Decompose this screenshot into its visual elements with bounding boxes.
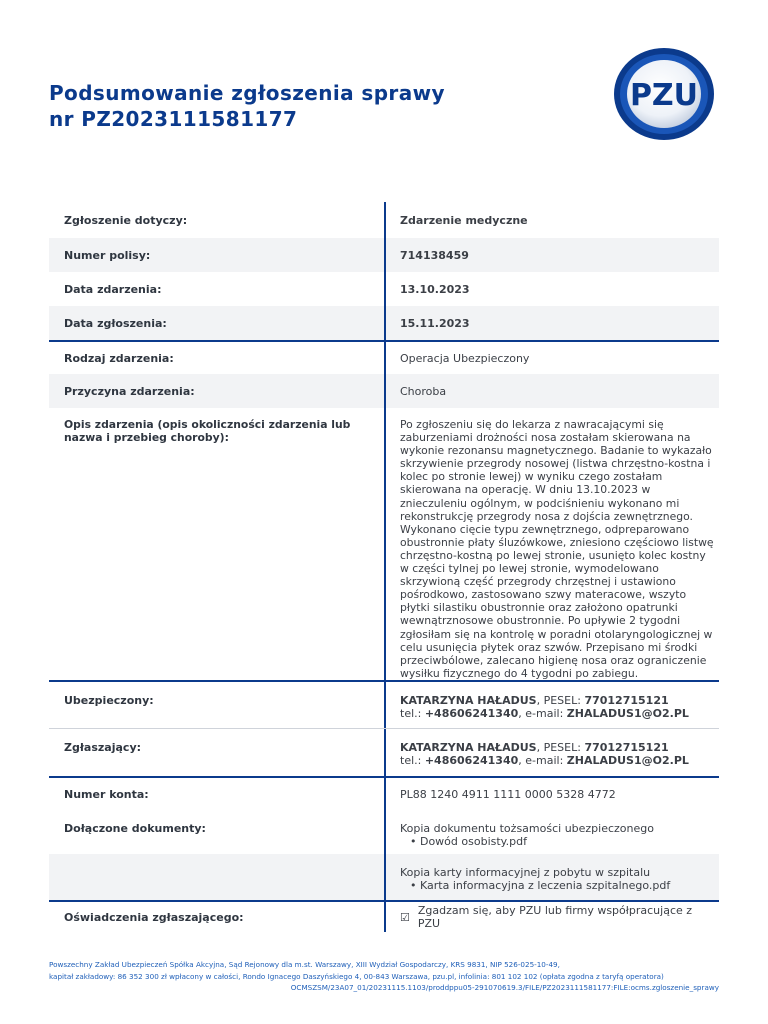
row-zglaszajacy: [49, 728, 719, 776]
contact-line: [400, 707, 715, 720]
row-value: [384, 902, 719, 932]
email-label: , e-mail:: [518, 707, 567, 720]
pesel-label: , PESEL:: [536, 741, 585, 754]
pzu-logo: [613, 47, 715, 141]
document-entry: [384, 854, 719, 900]
row-label: Numer konta:: [64, 787, 149, 801]
row-label: Data zdarzenia:: [64, 282, 162, 296]
document-file: • Dowód osobisty.pdf: [410, 835, 527, 848]
row-label: Oświadczenia zgłaszającego:: [64, 910, 244, 924]
pesel-label: , PESEL:: [536, 694, 585, 707]
footer: [49, 959, 719, 994]
row-label: Data zgłoszenia:: [64, 316, 167, 330]
row-value: 13.10.2023: [384, 272, 719, 306]
footer-line-1: Powszechny Zakład Ubezpieczeń Spółka Akcyjna, Sąd Rejonowy dla m.st. Warszawy, XIII Wydział Gospodarczy, KRS 9831, NIP 526-025-10-49,: [49, 960, 560, 969]
document-entry: [384, 810, 719, 854]
document-title: Kopia dokumentu tożsamości ubezpieczonego: [400, 822, 654, 835]
checkbox-checked-icon: ☑: [400, 910, 410, 924]
tel-label: tel.:: [400, 707, 425, 720]
pesel-value: 77012715121: [584, 694, 669, 707]
row-ubezpieczony: [49, 680, 719, 728]
title-line-2: nr PZ2023111581177: [49, 107, 298, 131]
row-value: [384, 682, 719, 728]
row-data-zdarzenia: [49, 272, 719, 306]
person-name: KATARZYNA HAŁADUS: [400, 694, 537, 707]
logo-text: PZU: [629, 78, 699, 113]
row-label: Przyczyna zdarzenia:: [64, 384, 195, 398]
row-label: Dołączone dokumenty:: [64, 822, 206, 835]
page-title: [49, 80, 569, 132]
footer-doc-id: OCMSZSM/23A07_01/20231115.1103/proddppu05-291070619.3/FILE/PZ2023111581177:FILE:ocms.zgloszenie_sprawy: [290, 983, 719, 992]
row-label: Rodzaj zdarzenia:: [64, 351, 174, 365]
row-zgloszenie-dotyczy: [49, 202, 719, 238]
row-value: 15.11.2023: [384, 306, 719, 340]
row-rodzaj-zdarzenia: [49, 340, 719, 374]
row-value: PL88 1240 4911 1111 0000 5328 4772: [384, 778, 719, 810]
tel-label: tel.:: [400, 754, 425, 767]
row-label: Ubezpieczony:: [64, 694, 154, 707]
row-label: Opis zdarzenia (opis okoliczności zdarzenia lub nazwa i przebieg choroby):: [64, 418, 351, 445]
pesel-value: 77012715121: [584, 741, 669, 754]
row-data-zgloszenia: [49, 306, 719, 340]
email-value: ZHALADUS1@O2.PL: [566, 754, 689, 767]
person-line: [400, 694, 715, 707]
row-opis-zdarzenia: [49, 408, 719, 680]
row-oswiadczenia: [49, 900, 719, 932]
row-value: Operacja Ubezpieczony: [384, 342, 719, 374]
row-label: Numer polisy:: [64, 248, 151, 262]
tel-value: +48606241340: [424, 707, 519, 720]
row-label: Zgłoszenie dotyczy:: [64, 213, 188, 227]
row-przyczyna-zdarzenia: [49, 374, 719, 408]
contact-line: [400, 754, 715, 767]
tel-value: +48606241340: [424, 754, 519, 767]
person-line: [400, 741, 715, 754]
row-value: Choroba: [384, 374, 719, 408]
consent-text: Zgadzam się, aby PZU lub firmy współpracujące z PZU: [417, 904, 693, 930]
row-label-empty: [49, 854, 384, 900]
row-value: 714138459: [384, 238, 719, 272]
document-title: Kopia karty informacyjnej z pobytu w szpitalu: [400, 866, 651, 879]
row-value: [384, 729, 719, 776]
title-line-1: Podsumowanie zgłoszenia sprawy: [49, 81, 445, 105]
row-numer-polisy: [49, 238, 719, 272]
row-numer-konta: [49, 776, 719, 810]
footer-line-2: kapitał zakładowy: 86 352 300 zł wpłacony w całości, Rondo Ignacego Daszyńskiego 4, 00-843 Warszawa, pzu.pl, infolinia: 801 102 102 (opłata zgodna z taryfą operatora): [49, 971, 664, 981]
row-value: Zdarzenie medyczne: [384, 202, 719, 238]
row-dolaczone-dokumenty-2: [49, 854, 719, 900]
row-value: Po zgłoszeniu się do lekarza z nawracającymi się zaburzeniami drożności nosa zostałam skierowana na wykonie rezonansu magnetycznego. Badanie to wykazało skrzywienie przegrody nosowej (listwa chrzęstno-kostna i kolec po stronie lewej) w wyniku czego zostałam skierowana na operację. W dniu 13.10.2023 w znieczuleniu ogólnym, w podciśnieniu wykonano mi rekonstrukcję przegrody nosa z dojścia zewnętrznego. Wykonano cięcie typu zewnętrznego, odpreparowano obustronnie płaty śluzówkowe, zniesiono częściowo listwę chrzęstno-kostną po lewej stronie, usunięto kolec kostny w części tylnej po lewej stronie, wymodelowano skrzywioną część przegrody chrzęstnej i ustawiono pośrodkowo, zastosowano szwy materacowe, wszyto płytki silastiku obustronnie oraz założono opatrunki wewnątrznosowe obustronnie. Po upływie 2 tygodni zgłosiłam się na kontrolę w poradni otolaryngologicznej w celu usunięcia płytek oraz szwów. Przepisano mi środki przeciwbólowe, zalecano higienę nosa oraz ograniczenie wysiłku fizycznego do 4 tygodni po zabiegu.: [384, 408, 719, 680]
summary-table: [49, 202, 719, 932]
person-name: KATARZYNA HAŁADUS: [400, 741, 537, 754]
email-label: , e-mail:: [518, 754, 567, 767]
row-dolaczone-dokumenty: [49, 810, 719, 854]
email-value: ZHALADUS1@O2.PL: [566, 707, 689, 720]
row-label: Zgłaszający:: [64, 741, 142, 754]
document-file: • Karta informacyjna z leczenia szpitalnego.pdf: [410, 879, 671, 892]
